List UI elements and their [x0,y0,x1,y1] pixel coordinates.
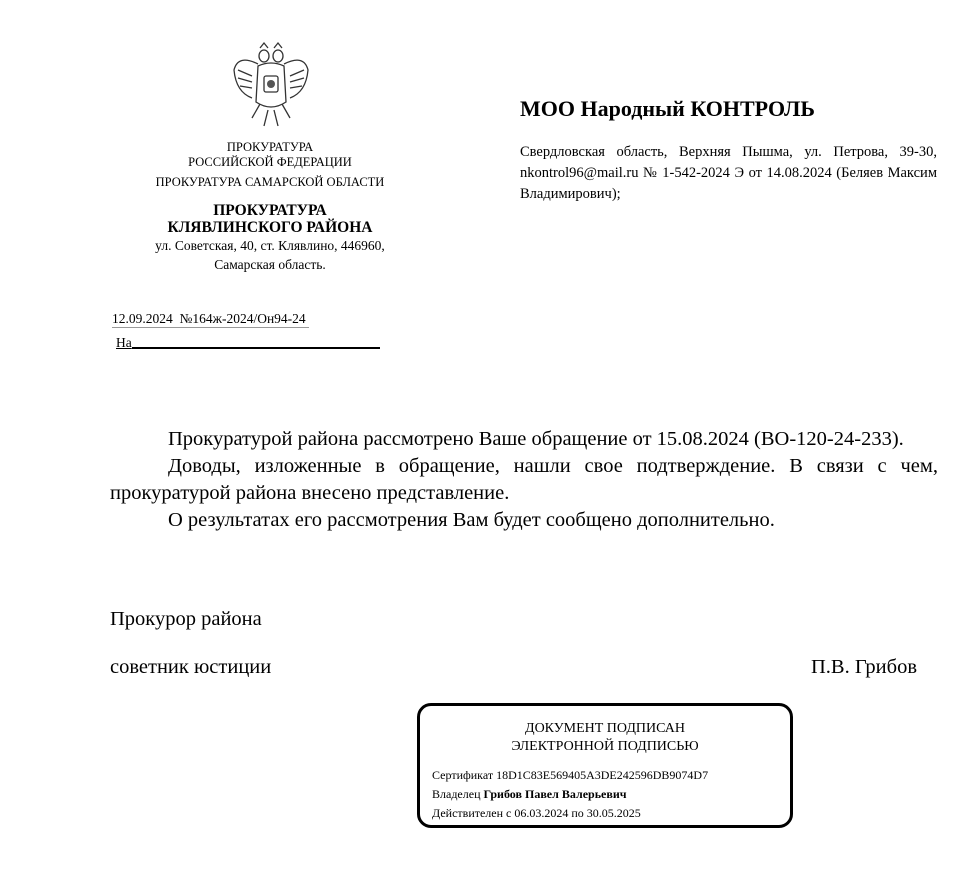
letter-body [110,426,938,534]
na-field [116,335,380,351]
electronic-signature-stamp [417,703,793,828]
na-blank-line [132,347,380,349]
owner-row [432,785,790,804]
certificate-number: 18D1C83E569405A3DE242596DB9074D7 [496,768,709,782]
sender-name-line: КЛЯВЛИНСКОГО РАЙОНА [167,219,373,236]
sender-line: ПРОКУРАТУРА [226,140,314,154]
paragraph: Прокуратурой района рассмотрено Ваше обращение от 15.08.2024 (ВО-120-24-233). [168,428,904,450]
coat-of-arms-emblem [230,40,312,132]
paragraph: О результатах его рассмотрения Вам будет сообщено дополнительно. [168,509,775,531]
sender-address [130,236,410,274]
recipient-address: Свердловская область, Верхняя Пышма, ул. Петрова, 39-30, nkontrol96@mail.ru № 1-542-2024 Э от 14.08.2024 (Беляев Максим Владимирович); [520,144,937,202]
label: Сертификат [432,768,494,782]
valid-from: 06.03.2024 [514,806,569,820]
signer-name: П.В. Грибов [811,656,917,678]
stamp-title-line: ДОКУМЕНТ ПОДПИСАН [525,721,685,736]
recipient-title: МОО Народный КОНТРОЛЬ [520,96,815,121]
sender-name-line: ПРОКУРАТУРА [213,202,327,219]
sender-address-line: Самарская область. [214,257,326,272]
certificate-row [432,766,790,785]
owner-name: Грибов Павел Валерьевич [483,787,627,801]
validity-row [432,804,790,823]
stamp-details [432,766,790,823]
label: по [571,806,584,820]
label: Действителен с [432,806,512,820]
sender-region: ПРОКУРАТУРА САМАРСКОЙ ОБЛАСТИ [155,175,385,189]
na-label: На [116,335,132,350]
signer-position: Прокурор района [110,608,262,630]
stamp-title-line: ЭЛЕКТРОННОЙ ПОДПИСЬЮ [511,739,699,754]
sender-line: РОССИЙСКОЙ ФЕДЕРАЦИИ [188,155,352,169]
sender-header [150,140,390,170]
signer-rank: советник юстиции [110,656,272,678]
paragraph: Доводы, изложенные в обращение, нашли свое подтверждение. В связи с чем, прокуратурой района внесено представление. [110,455,938,504]
sender-name [130,202,410,236]
sender-address-line: ул. Советская, 40, ст. Клявлино, 446960, [155,238,385,253]
valid-to: 30.05.2025 [586,806,641,820]
stamp-title [420,720,790,756]
date-reference: 12.09.2024 №164ж-2024/Он94-24 [112,311,309,328]
label: Владелец [432,787,481,801]
